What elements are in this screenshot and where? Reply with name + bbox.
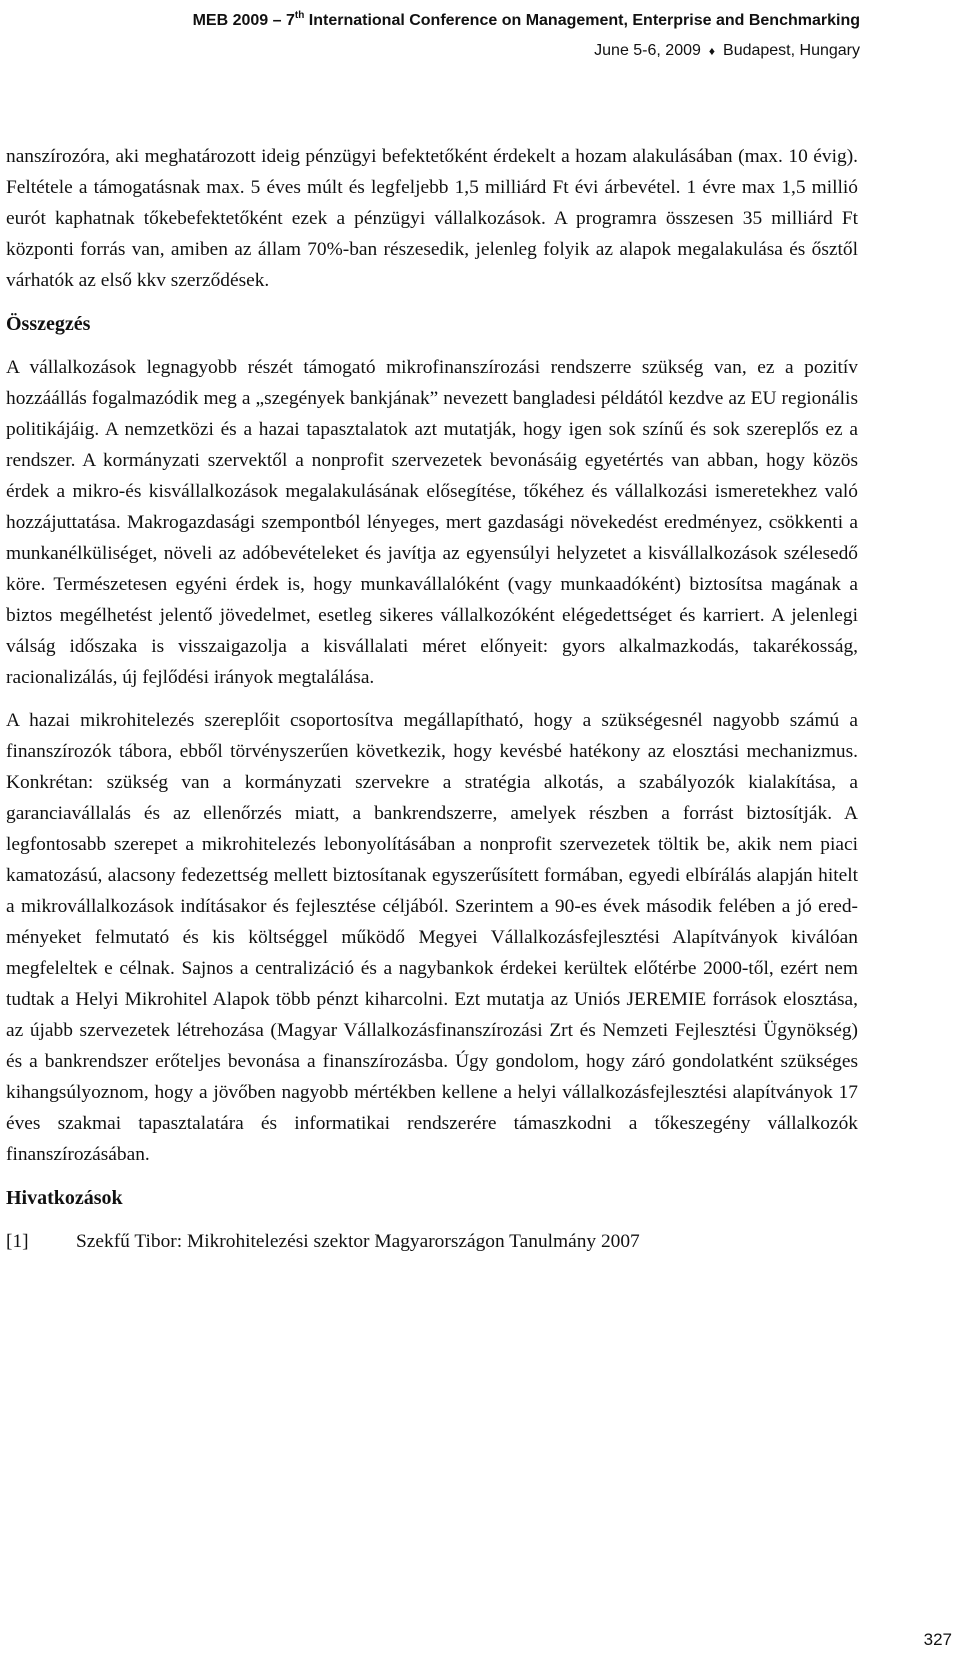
reference-number: [1] (6, 1231, 29, 1252)
page-number: 327 (923, 1630, 952, 1649)
reference-text: Szekfű Tibor: Mikrohitelezési szektor Magyarországon Tanulmány 2007 (76, 1231, 640, 1252)
summary-paragraph-1: A vállalkozások legnagyobb részét támogató mikrofinanszírozási rendszerre szükség van, ez a pozitív hozzáállás fogalmazódik meg a „szegények bankjának” nevezett bangladesi példától kezdve az EU regionális politikájáig. A nemzetközi és a hazai tapasztalatok azt mutatják, hogy igen sok színű és sok szereplős ez a rendszer. A kormányzati szervektől a nonprofit szervezetek bevonásáig egyetértés van abban, hogy közös érdek a mikro-és kisvállalkozások megalakulásának elősegítése, tőkéhez és vállalkozási ismeretekhez való hozzájuttatása. Makrogazdasági szempontból lényeges, mert gazdasági növekedést eredményez, csökkenti a munkanélküliséget, növeli az adóbevételeket és javítja az egyensúlyi helyzetet a kisvállalkozások szélesedő köre. Természetesen egyéni érdek is, hogy munkavállalóként (vagy munkaadóként) biztosítsa magának a biztos megélhetést jelentő jövedelmet, esetleg sikeres vállalkozóként elégedettséget és karriert. A jelenlegi válság időszaka is visszaigazolja a kisvállalati méret előnyeit: gyors alkalmazkodás, takarékosság, racionalizálás, új fejlődési irányok megtalálása. (6, 357, 858, 688)
conference-date-location (193, 36, 860, 66)
section-heading-summary: Összegzés (6, 313, 91, 335)
conference-ordinal-suffix: th (294, 10, 305, 21)
conference-date: June 5-6, 2009 (594, 42, 701, 59)
conference-prefix: MEB 2009 – 7 (192, 12, 295, 29)
conference-title (193, 6, 860, 36)
page-header (193, 6, 860, 66)
section-heading-references: Hivatkozások (6, 1187, 123, 1209)
conference-rest: International Conference on Management, Enterprise and Benchmarking (304, 12, 860, 29)
page-body (6, 141, 858, 1257)
conference-location: Budapest, Hungary (723, 42, 860, 59)
summary-paragraph-2: A hazai mikrohitelezés szereplőit csoportosítva megállapítható, hogy a szükségesnél nagyobb számú a finanszírozók tábora, ebből törvényszerűen következik, hogy kevésbé hatékony az elosztási mechanizmus. Konkrétan: szükség van a kormányzati szervekre a stratégia alkotás, a szabályozók kialakítása, a garanciavállalás és az ellenőrzés miatt, a bankrendszerre, amelyek részben a forrást biztosítják. A legfontosabb szerepet a mikrohitelezés lebonyolításában a nonprofit szervezetek töltik be, akik nem piaci kamatozású, alacsony fedezettség mellett biztosítanak egyszerűsített formában, egyedi elbírálás alapján hitelt a mikrovállalkozások indításakor és fejlesztése céljából. Szerintem a 90-es évek második felében a jó eredményeket felmutató és kis költséggel működő Megyei Vállalkozásfejlesztési Alapítványok kiválóan megfeleltek e célnak. Sajnos a centralizáció és a nagybankok érdekei kerültek előtérbe 2000-től, ezért nem tudtak a Helyi Mikrohitel Alapok több pénzt kiharcolni. Ezt mutatja az Uniós JEREMIE források elosztása, az újabb szervezetek létrehozása (Magyar Vállalkozásfinanszírozási Zrt és Nemzeti Fejlesztési Ügynökség) és a bankrendszer erőteljes bevonása a finanszírozásba. Úgy gondolom, hogy záró gondolatként szükséges kihangsúlyoznom, hogy a jövőben nagyobb mértékben kellene a helyi vállalkozásfejlesztési alapítványok 17 éves szakmai tapasztalatára és informatikai rendszerére támaszkodni a tőkeszegény vállalkozók finanszírozásában. (6, 710, 858, 1165)
diamond-separator-icon: ♦ (708, 44, 716, 58)
intro-paragraph: nanszírozóra, aki meghatározott ideig pénzügyi befektetőként érdekelt a hozam alakulásában (max. 10 évig). Feltétele a támogatásnak max. 5 éves múlt és legfeljebb 1,5 milliárd Ft évi árbevétel. 1 évre max 1,5 millió eurót kaphatnak tőkebefektetőként ezek a pénzügyi vállalkozások. A programra összesen 35 milliárd Ft központi forrás van, amiben az állam 70%-ban részesedik, jelenleg folyik az alapok megalakulása és ősztől várhatók az első kkv szerződések. (6, 146, 858, 291)
reference-item (6, 1226, 858, 1257)
